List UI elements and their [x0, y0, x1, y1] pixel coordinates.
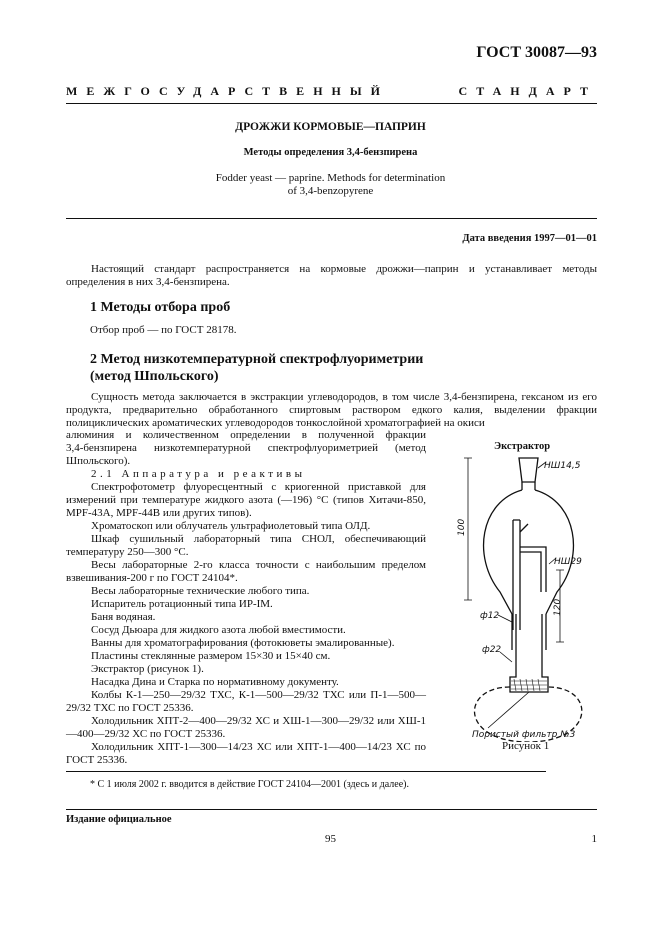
- section2-paragraph: Сущность метода заключается в экстракции углеводородов, в том числе 3,4-бензпирена, гексаном из его продукта, предварительно обработанного спиртовым раствором едкого калия, выделении фракции полициклических ароматических углеводородов тонкослойной хроматографией на окиси: [66, 391, 597, 429]
- footnote-rule: [66, 771, 546, 772]
- equipment-item: Холодильник ХПТ-1—300—14/23 ХС или ХПТ-1—400—14/23 ХС по ГОСТ 25336.: [66, 741, 426, 766]
- label-top-joint: НШ14,5: [544, 461, 581, 471]
- equipment-item: Весы лабораторные технические любого типа.: [91, 585, 310, 597]
- equipment-item: Баня водяная.: [91, 611, 156, 623]
- equipment-item: Сосуд Дьюара для жидкого азота любой вместимости.: [91, 624, 346, 636]
- equipment-item: Колбы К-1—250—29/32 ТХС, К-1—500—29/32 ТХС или П-1—500—29/32 ТХС по ГОСТ 25336.: [66, 689, 426, 714]
- equipment-item: Шкаф сушильный лабораторный типа СНОЛ, обеспечивающий температуру 250—300 °С.: [66, 533, 426, 558]
- section2-heading-line2: (метод Шпольского): [90, 369, 219, 384]
- doc-subtitle: Методы определения 3,4-бензпирена: [243, 147, 418, 158]
- paragraph-line: 3,4-бензпирена низкотемпературной спектрофлуориметрией (метод: [66, 442, 426, 454]
- extractor-diagram: [450, 452, 600, 742]
- label-filter: Пористый фильтр №3: [472, 730, 576, 740]
- intro-paragraph: Настоящий стандарт распространяется на кормовые дрожжи—паприн и устанавливает методы определения в них 3,4-бензпирена.: [66, 263, 597, 288]
- standard-banner: МЕЖГОСУДАРСТВЕННЫЙ СТАНДАРТ: [66, 84, 597, 98]
- equipment-item: Ванны для хроматографирования (фотокюветы эмалированные).: [91, 637, 395, 649]
- section1-heading: 1 Методы отбора проб: [90, 300, 231, 315]
- equipment-item: Холодильник ХПТ-2—400—29/32 ХС и ХШ-1—300—29/32 или ХШ-1—400—29/32 ХС по ГОСТ 25336.: [66, 715, 426, 740]
- label-dim-120: 120: [553, 598, 563, 616]
- label-d22: ф22: [482, 645, 502, 655]
- footnote: * С 1 июля 2002 г. вводится в действие ГОСТ 24104—2001 (здесь и далее).: [90, 779, 409, 790]
- equipment-item: Спектрофотометр флуоресцентный с криогенной приставкой для измерений при температуре жидкого азота (—196) °С (типов Хитачи-850, MPF-43A, MPF-44B или других типов).: [66, 481, 426, 519]
- paragraph-line: алюминия и количественном определении в полученной фракции: [66, 429, 426, 441]
- label-dim-100: 100: [457, 518, 467, 536]
- footer-rule: [66, 809, 597, 810]
- date-rule: [66, 218, 597, 219]
- page-number-right: 1: [591, 833, 597, 845]
- inner-tube: [513, 520, 520, 630]
- equipment-item: Испаритель ротационный типа ИР-IM.: [91, 598, 273, 610]
- english-title-line2: of 3,4-benzopyrene: [287, 185, 374, 197]
- equipment-item: Хроматоскоп или облучатель ультрафиолетовый типа ОЛД.: [91, 520, 371, 532]
- equipment-item: Экстрактор (рисунок 1).: [91, 663, 204, 675]
- top-joint: [519, 458, 538, 482]
- official-edition: Издание официальное: [66, 814, 172, 825]
- doc-title: ДРОЖЖИ КОРМОВЫЕ—ПАПРИН: [235, 121, 426, 133]
- label-d12: ф12: [480, 611, 500, 621]
- label-mid-joint: НШ29: [554, 557, 582, 567]
- effective-date: Дата введения 1997—01—01: [462, 233, 597, 244]
- figure-caption: Рисунок 1: [502, 740, 550, 752]
- paragraph-line: Шпольского).: [66, 455, 131, 467]
- top-rule: [66, 103, 597, 104]
- figure-title: Экстрактор: [494, 441, 551, 452]
- document-code: ГОСТ 30087—93: [476, 44, 597, 61]
- section1-text: Отбор проб — по ГОСТ 28178.: [90, 324, 237, 336]
- equipment-item: Пластины стеклянные размером 15×30 и 15×40 см.: [91, 650, 331, 662]
- section2-heading-line1: 2 Метод низкотемпературной спектрофлуориметрии: [90, 352, 424, 367]
- equipment-item: Весы лабораторные 2-го класса точности с наибольшим пределом взвешивания-200 г по ГОСТ 24104*.: [66, 559, 426, 584]
- subsection-heading: 2.1 Аппаратура и реактивы: [91, 468, 306, 480]
- english-title-line1: Fodder yeast — paprine. Methods for determination: [215, 172, 446, 184]
- section2-left-column: [66, 429, 426, 767]
- page-number-center: 95: [325, 833, 336, 845]
- equipment-item: Насадка Дина и Старка по нормативному документу.: [91, 676, 339, 688]
